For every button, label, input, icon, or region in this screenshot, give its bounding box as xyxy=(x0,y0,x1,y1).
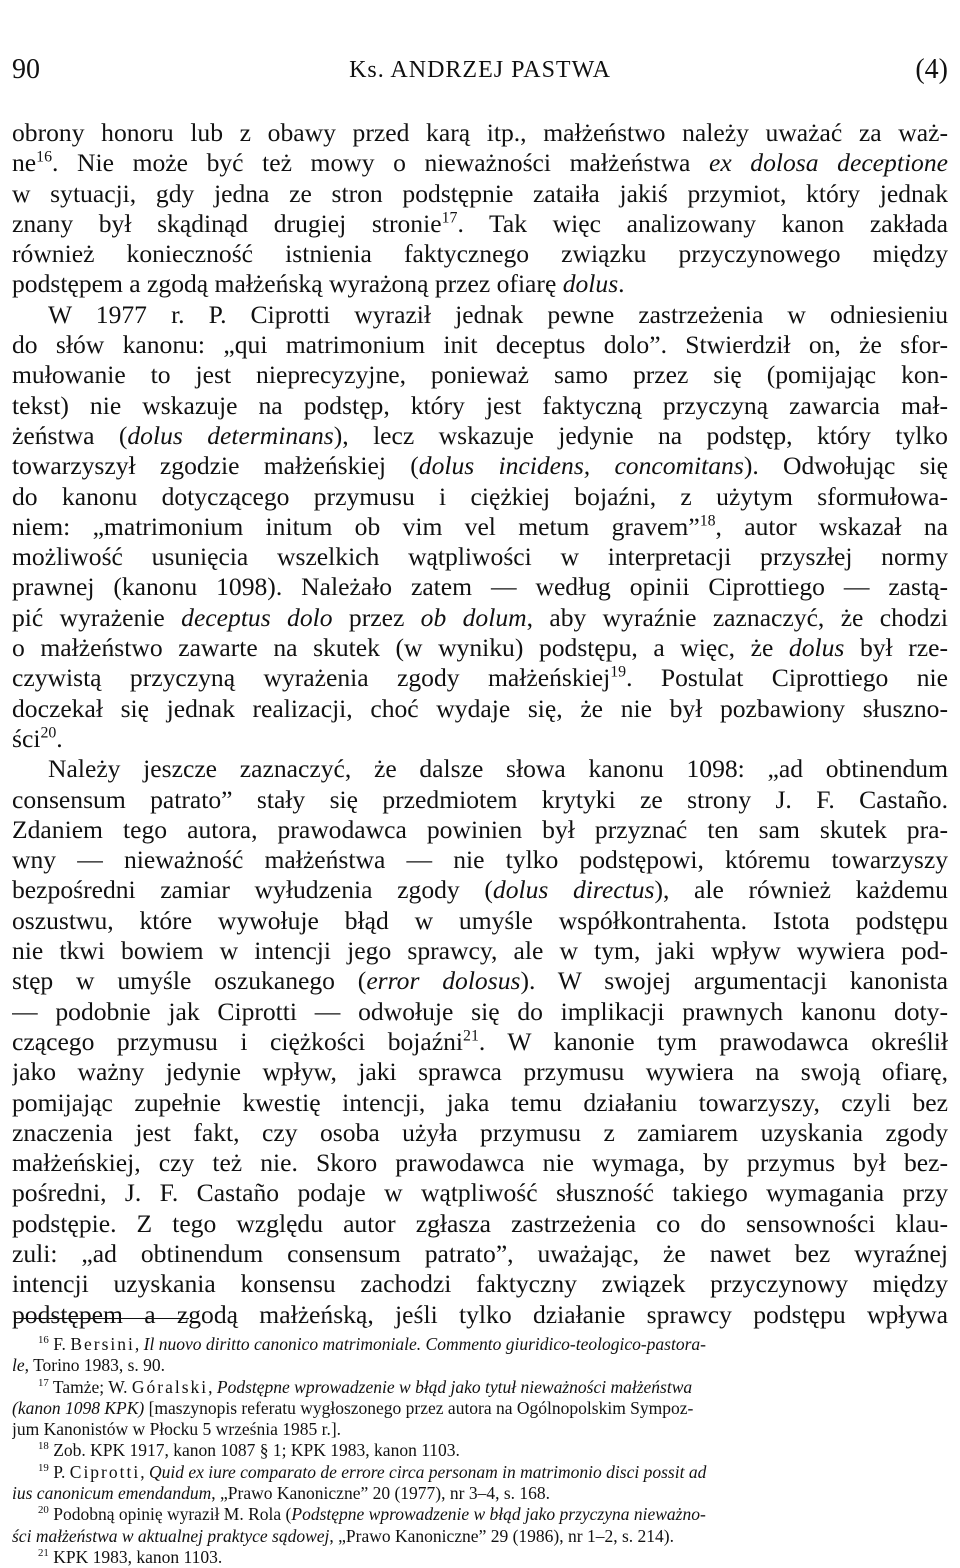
text-line: możliwość usunięcia wszelkich wątpliwości w interpretacji przyszłej normy xyxy=(12,542,948,572)
text-line: mułowanie to jest nieprecyzyjne, ponieważ samo przez się (pomijając kon- xyxy=(12,360,948,390)
text-line: $ne^{16}$. Nie może być też mowy o nieważności małżeństwa ex dolosa deceptione xyxy=(12,148,948,178)
text-line: znaczenia jest fakt, czy osoba użyła przymusu z zamiarem uzyskania zgody xyxy=(12,1117,948,1147)
footnote-ref[interactable]: 18 xyxy=(699,512,716,530)
paragraph-2 xyxy=(12,300,948,754)
text-line: również konieczność istnienia faktycznego związku przyczynowego między xyxy=(12,239,948,269)
text-line: do kanonu dotyczącego przymusu i ciężkiej bojaźni, z użytym sformułowa- xyxy=(12,481,948,511)
text-line: ści$^{20}$. xyxy=(12,723,63,753)
text-line: podstępem a zgodą małżeńską wyrażoną przez ofiarę dolus. xyxy=(12,269,625,299)
text-line: obrony honoru lub z obawy przed karą itp., małżeństwo należy uważać za waż- xyxy=(12,118,948,147)
text-line: stęp w umyśle oszukanego (error dolosus). W swojej argumentacji kanonista xyxy=(12,966,948,996)
footnote-17: $^{17}$ Tamże; W. Góralski, Podstępne wprowadzenie w błąd jako tytuł nieważności małżeństwa xyxy=(38,1376,693,1397)
footnote-ref[interactable]: 17 xyxy=(441,209,458,227)
footnote-17-cont: (kanon 1098 KPK) [maszynopis referatu wygłoszonego przez autora na Ogólnopolskim Sympoz- xyxy=(12,1397,694,1418)
paragraph-3 xyxy=(12,754,948,1330)
footnote-21: $^{21}$ KPK 1983, kanon 1103. xyxy=(38,1546,223,1567)
text-line: podstępie. Z tego względu autor zgłasza zastrzeżenia co do sensowności klau- xyxy=(12,1208,948,1238)
text-line: znany był skądinąd drugiej stronie$^{17}$. Tak więc analizowany kanon zakłada xyxy=(12,208,948,238)
text-line: towarzyszył zgodzie małżeńskiej (dolus incidens, concomitans). Odwołując się xyxy=(12,451,948,481)
text-line: pomijając zupełnie kwestię intencji, jaka temu działaniu towarzyszy, czyli bez xyxy=(12,1087,948,1117)
footnote-divider xyxy=(14,1318,189,1319)
running-title: Ks. ANDRZEJ PASTWA xyxy=(349,57,611,83)
text-line: czącego przymusu i ciężkości bojaźni$^{21}$. W kanonie tym prawodawca określił xyxy=(12,1026,948,1056)
text-line: w sytuacji, gdy jedna ze stron podstępnie zataiła jakiś przymiot, który jednak xyxy=(12,178,948,208)
footnote-19: $^{19}$ P. Ciprotti, Quid ex iure comparato de errore circa personam in matrimonio disci possit ad xyxy=(38,1461,707,1482)
text-line: Zdaniem tego autora, prawodawca powinien był przyznać ten sam skutek pra- xyxy=(12,814,948,844)
footnote-19-cont: ius canonicum emendandum, „Prawo Kanoniczne” 20 (1977), nr 3–4, s. 168. xyxy=(12,1483,551,1504)
footnote-ref[interactable]: 19 xyxy=(610,663,627,681)
text-line: intencji uzyskania konsensu zachodzi faktyczny związek przyczynowy między xyxy=(12,1269,948,1299)
text-line: Należy jeszcze zaznaczyć, że dalsze słowa kanonu 1098: „ad obtinendum xyxy=(48,754,948,784)
text-line: — podobnie jak Ciprotti — odwołuje się do implikacji prawnych kanonu doty- xyxy=(12,996,948,1026)
text-line: bezpośredni zamiar wyłudzenia zgody (dolus directus), ale również każdemu xyxy=(12,875,948,905)
text-line: zuli: „ad obtinendum consensum patrato”, uważając, że nawet bez wyraźnej xyxy=(12,1238,948,1268)
page-header xyxy=(12,54,948,94)
main-text xyxy=(12,118,948,1330)
text-line: niem: „matrimonium initum ob vim vel metum gravem”$^{18}$, autor wskazał na xyxy=(12,511,948,541)
text-line: żeństwa (dolus determinans), lecz wskazuje jedynie na podstęp, który tylko xyxy=(12,420,948,450)
text-line: oszustwu, które wywołuje błąd w umyśle współkontrahenta. Istota podstępu xyxy=(12,905,948,935)
text-line: prawnej (kanonu 1098). Należało zatem — według opinii Ciprottiego — zastą- xyxy=(12,572,948,602)
text-line: pić wyrażenie deceptus dolo przez ob dolum, aby wyraźnie zaznaczyć, że chodzi xyxy=(12,602,948,632)
footnote-20: $^{20}$ Podobną opinię wyraził M. Rola (Podstępne wprowadzenie w błąd jako przyczyna nieważno- xyxy=(38,1504,706,1525)
text-line: czywistą przyczyną wyrażenia zgody małżeńskiej$^{19}$. Postulat Ciprottiego nie xyxy=(12,663,948,693)
text-line: nie tkwi bowiem w intencji jego sprawcy, ale w tym, jaki wpływ wywiera pod- xyxy=(12,936,948,966)
text-line: consensum patrato” stały się przedmiotem krytyki ze strony J. F. Castaño. xyxy=(12,784,948,814)
paragraph-1 xyxy=(12,118,948,300)
page-number: 90 xyxy=(12,54,40,85)
text-line: małżeńskiej, czy też nie. Skoro prawodawca nie wymaga, by przymus był bez- xyxy=(12,1148,948,1178)
footnote-ref[interactable]: 20 xyxy=(40,724,57,742)
footnote-20-cont: ści małżeństwa w aktualnej praktyce sądowej, „Prawo Kanoniczne” 29 (1986), nr 1–2, s. 214). xyxy=(12,1525,674,1546)
text-line: pośredni, J. F. Castaño podaje w wątpliwość słuszność takiego wymagania przy xyxy=(12,1178,948,1208)
footnotes xyxy=(12,1334,948,1568)
text-line: doczekał się jednak realizacji, choć wydaje się, że nie był pozbawiony słuszno- xyxy=(12,693,948,723)
text-line: jako ważny jedynie wpływ, jaki sprawca przymusu wywiera na swoją ofiarę, xyxy=(12,1057,948,1087)
text-line: tekst) nie wskazuje na podstęp, który jest faktyczną przyczyną zawarcia mał- xyxy=(12,390,948,420)
footnote-ref[interactable]: 21 xyxy=(463,1027,479,1045)
text-line: o małżeństwo zawarte na skutek (w wyniku) podstępu, a więc, że dolus był rze- xyxy=(12,633,948,663)
footnote-18: $^{18}$ Zob. KPK 1917, kanon 1087 § 1; KPK 1983, kanon 1103. xyxy=(38,1440,460,1461)
footnote-ref[interactable]: 16 xyxy=(36,148,53,166)
text-line: podstępem a zgodą małżeńską, jeśli tylko działanie sprawcy podstępu wpływa xyxy=(12,1299,948,1329)
footnote-16-cont: le, Torino 1983, s. 90. xyxy=(12,1355,166,1376)
footnote-16: $^{16}$ F. Bersini, Il nuovo diritto canonico matrimoniale. Commento giuridico-teologico-pastora- xyxy=(38,1334,706,1354)
text-line: do słów kanonu: „qui matrimonium init deceptus dolo”. Stwierdził on, że sfor- xyxy=(12,330,948,360)
text-line: W 1977 r. P. Ciprotti wyraził jednak pewne zastrzeżenia w odniesieniu xyxy=(48,299,948,329)
footnote-17-cont2: jum Kanonistów w Płocku 5 września 1985 r.]. xyxy=(12,1419,342,1440)
text-line: wny — nieważność małżeństwa — nie tylko podstępowi, któremu towarzyszy xyxy=(12,845,948,875)
section-number: (4) xyxy=(915,54,948,85)
